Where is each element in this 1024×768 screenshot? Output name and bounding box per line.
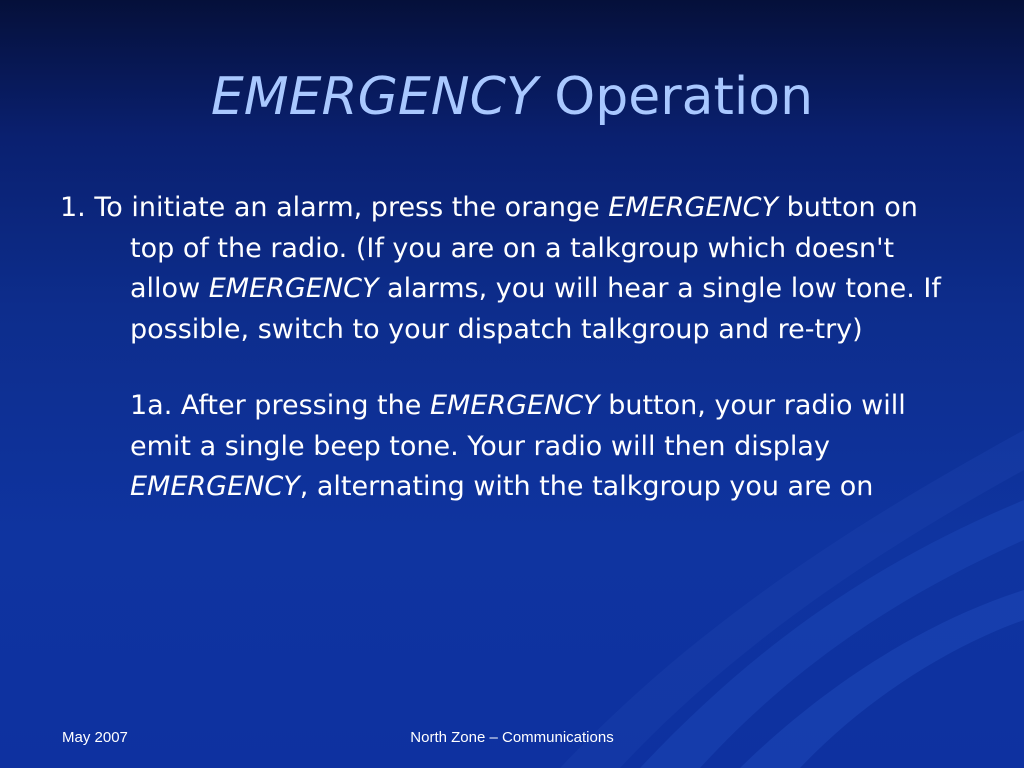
- step1a-text-c: , alternating with the talkgroup you are on: [299, 471, 874, 502]
- slide-body: [60, 188, 960, 508]
- step1-text-a: 1. To initiate an alarm, press the orange: [60, 192, 609, 223]
- instruction-step-1: [60, 188, 960, 350]
- instruction-step-1a: [60, 386, 960, 508]
- step1a-text-b: button, your radio will emit a single beep tone. Your radio will then display: [130, 390, 906, 462]
- footer-date: May 2007: [62, 729, 128, 746]
- step1-emphasis-a: EMERGENCY: [608, 192, 778, 223]
- step1-emphasis-b: EMERGENCY: [208, 273, 379, 304]
- step1a-text-a: 1a. After pressing the: [130, 390, 430, 421]
- step1-text-b: button on top of the radio. (If you are on a talkgroup which doesn't allow: [130, 192, 918, 304]
- step1-text-c: alarms, you will hear a single low tone. If possible, switch to your dispatch talkgroup and re-try): [130, 273, 941, 345]
- title-italic: EMERGENCY: [210, 67, 538, 127]
- step1a-emphasis-a: EMERGENCY: [429, 390, 600, 421]
- footer-center-label: North Zone – Communications: [410, 729, 614, 746]
- title-regular: Operation: [537, 67, 814, 127]
- step1a-emphasis-b: EMERGENCY: [130, 471, 300, 502]
- slide-title: [0, 62, 1024, 132]
